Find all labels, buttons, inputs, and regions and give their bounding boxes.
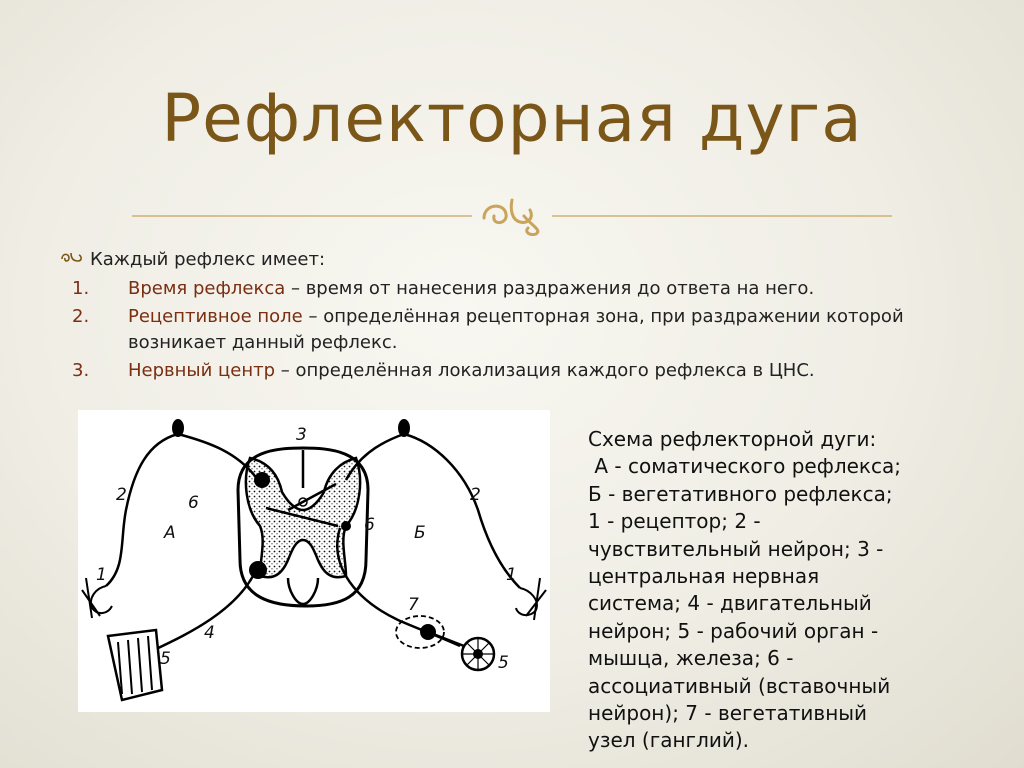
title-divider xyxy=(132,196,892,236)
bullet-intro xyxy=(60,246,960,272)
item-text: – время от нанесения раздражения до ответа на него. xyxy=(285,278,815,299)
item-text: – определённая рецепторная зона, при раздражении которой возникает данный рефлекс. xyxy=(128,306,904,353)
reflex-arc-diagram xyxy=(78,410,550,712)
label-5-right: 5 xyxy=(498,653,509,673)
muscle-organ xyxy=(108,630,162,700)
intro-text: Каждый рефлекс имеет: xyxy=(90,248,326,270)
item-number: 3. xyxy=(72,360,90,381)
label-5-left: 5 xyxy=(160,649,171,669)
label-4: 4 xyxy=(204,623,215,643)
item-text: – определённая локализация каждого рефлекса в ЦНС. xyxy=(275,360,815,381)
properties-list xyxy=(60,276,960,384)
item-term: Нервный центр xyxy=(128,360,276,381)
label-2-left: 2 xyxy=(116,485,127,505)
reflex-properties xyxy=(60,246,960,386)
item-body xyxy=(128,304,948,356)
list-item xyxy=(60,304,960,356)
label-6-right: 6 xyxy=(364,515,375,535)
flourish-icon xyxy=(484,200,538,235)
label-1-right: 1 xyxy=(506,565,517,585)
item-term: Время рефлекса xyxy=(128,278,286,299)
label-7: 7 xyxy=(408,595,419,615)
label-1-left: 1 xyxy=(96,565,107,585)
item-number: 1. xyxy=(72,278,90,299)
list-item xyxy=(60,276,960,302)
item-body xyxy=(128,276,814,302)
gland-organ xyxy=(462,638,494,670)
label-2-right: 2 xyxy=(470,485,481,505)
reflex-arc-drawing xyxy=(78,410,550,712)
label-b: Б xyxy=(414,523,426,543)
label-3: 3 xyxy=(296,425,307,445)
flourish-bullet-icon xyxy=(60,250,90,269)
item-body xyxy=(128,358,815,384)
label-a: А xyxy=(164,523,176,543)
label-6-left: 6 xyxy=(188,493,199,513)
diagram-caption: Схема рефлекторной дуги: А - соматического рефлекса; Б - вегетативного рефлекса; 1 - рецептор; 2 - чувствительный нейрон; 3 - центральная нервная система; 4 - двигательный нейрон; 5 - рабочий орган - мышца, железа; 6 - ассоциативный (вставочный нейрон); 7 - вегетативный узел (ганглий). xyxy=(588,427,901,753)
item-number: 2. xyxy=(72,306,90,327)
item-term: Рецептивное поле xyxy=(128,306,303,327)
list-item xyxy=(60,358,960,384)
receptor-right xyxy=(516,578,546,620)
ganglion-7 xyxy=(396,616,464,648)
slide-title: Рефлекторная дуга xyxy=(161,80,863,157)
